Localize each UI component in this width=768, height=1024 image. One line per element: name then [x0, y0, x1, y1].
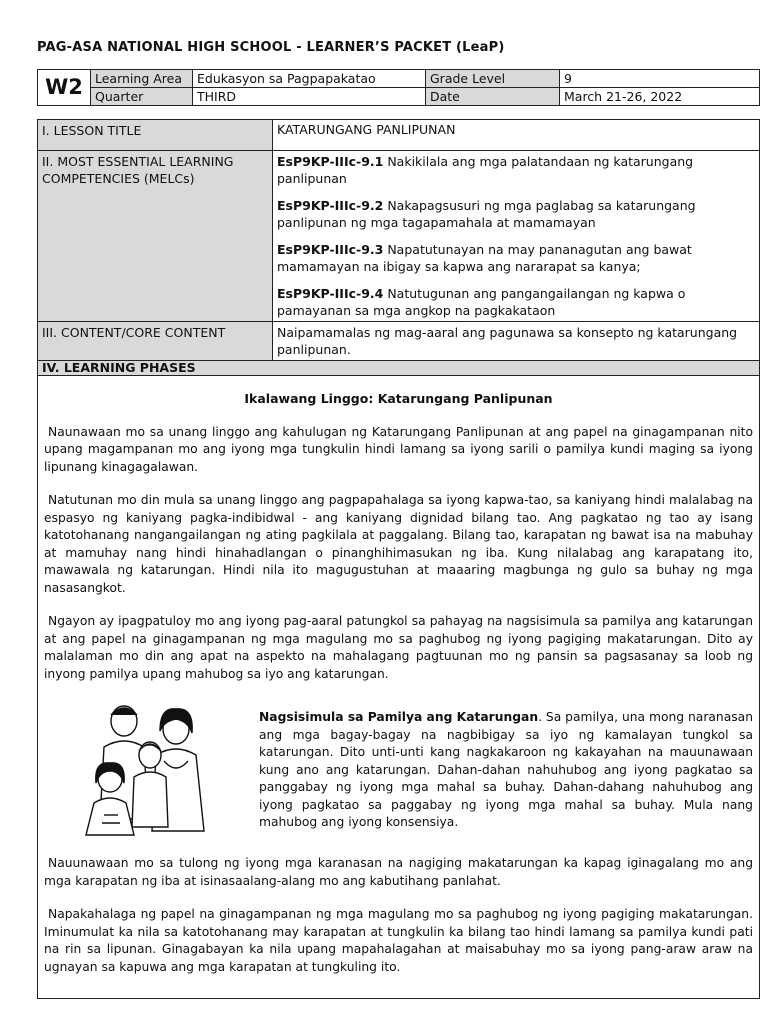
paragraph-4: Nauunawaan mo sa tulong ng iyong mga karanasan na nagiging makatarungan ka kapag iginagalang mo ang mga karapatan ng iba at isinasaalang-alang mo ang kabutihang panlahat.: [44, 856, 753, 888]
school-header-title: PAG-ASA NATIONAL HIGH SCHOOL - LEARNER’S PACKET (LeaP): [37, 40, 505, 55]
melc-item: [277, 241, 755, 275]
paragraph-5: Napakahalaga ng papel na ginagampanan ng mga magulang mo sa paghubog ng iyong pagiging makatarungan. Iminumulat ka nila sa katotohanang may karapatan at tungkulin ka bilang tao hindi lamang sa pamilya kundi pati na rin sa lipunan. Ginagabayan ka nila upang mapahalagahan at maisabuhay mo sa iyong pang-araw araw na ugnayan sa kapuwa ang mga karapatan at tungkuling ito.: [44, 907, 753, 974]
paragraph-3: Ngayon ay ipagpatuloy mo ang iyong pag-aaral patungkol sa pahayag na nagsisimula sa pamilya ang katarungan at ang papel na ginagampanan ng mga magulang mo sa paghubog ng iyong pagiging makatarungan. Dito ay malalaman mo din ang apat na aspekto na mahalagang pagtuunan mo ng pansin sa pagsasanay sa loob ng inyong pamilya upang mahubog sa iyo ang katarungan.: [44, 614, 753, 681]
paragraph-2: Natutunan mo din mula sa unang linggo ang pagpapahalaga sa iyong kapwa-tao, sa kaniyang hindi malalabag na espasyo ng kaniyang pagka-indibidwal - ang kaniyang dignidad bilang tao. Ang pagkatao ng tao ay isang katotohanang nangangailangan ng ating pagkilala at paggalang. Bilang tao, karapatan ng bawat isa na mabuhay at mamuhay nang hindi hinahadlangan o pinanghihimasukan ng iba. Kung nilalabag ang karapatang ito, mawawala ng katarungan. Hindi nila ito magugustuhan at maaaring magbunga ng gulo sa buhay ng mga nasasangkot.: [44, 493, 753, 595]
family-illustration: [64, 699, 239, 839]
melc-code: EsP9KP-IIIc-9.2: [277, 198, 384, 213]
melc-text: Nakapagsusuri ng mga paglabag sa katarungang panlipunan ng mga tagapamahala at mamamayan: [277, 198, 696, 230]
content-label: III. CONTENT/CORE CONTENT: [38, 322, 273, 361]
content-value: Naipamamalas ng mag-aaral ang pagunawa sa konsepto ng katarungang panlipunan.: [273, 322, 760, 361]
learning-phases-header: IV. LEARNING PHASES: [38, 361, 760, 376]
melc-code: EsP9KP-IIIc-9.4: [277, 286, 384, 301]
melc-code: EsP9KP-IIIc-9.1: [277, 154, 384, 169]
date-label: Date: [426, 88, 560, 106]
family-heading: Nagsisimula sa Pamilya ang Katarungan: [259, 710, 539, 724]
learning-area-value: Edukasyon sa Pagpapakatao: [193, 70, 426, 88]
lesson-title-label: I. LESSON TITLE: [38, 120, 273, 151]
learning-area-label: Learning Area: [91, 70, 193, 88]
melc-item: [277, 153, 755, 187]
grade-level-value: 9: [560, 70, 760, 88]
melc-label: II. MOST ESSENTIAL LEARNING COMPETENCIES (MELCs): [38, 151, 273, 322]
section-title: Ikalawang Linggo: Katarungang Panlipunan: [244, 391, 553, 406]
lesson-title-value: KATARUNGANG PANLIPUNAN: [273, 120, 760, 151]
week-label: W2: [38, 70, 91, 106]
melc-text: Napatutunayan na may pananagutan ang bawat mamamayan na ibigay sa kapwa ang nararapat sa kanya;: [277, 242, 692, 274]
melc-item: [277, 197, 755, 231]
family-paragraph: . Sa pamilya, una mong naranasan ang mga bagay-bagay na nagbibigay sa iyo ng kamalayan tungkol sa katarungan. Dito unti-unti kang nagkakaroon ng kakayahan na mauunawaan kung ano ang katarungan. Dahan-dahan nahuhubog ang iyong pagkatao sa panggabay ng iyong mga mahal sa buhay. Dahan-dahang nahuhubog ang iyong pagkatao sa paggabay ng iyong mga mahal sa buhay. Mula nang mahubog ang iyong konsensiya.: [259, 710, 753, 829]
paragraph-1: Naunawaan mo sa unang linggo ang kahulugan ng Katarungang Panlipunan at ang papel na ginagampanan nito upang magampanan mo ang iyong mga tungkulin hindi lamang sa iyong sarili o pamilya kundi maging sa iyong lipunang kinagagalawan.: [44, 424, 753, 474]
quarter-value: THIRD: [193, 88, 426, 106]
melc-code: EsP9KP-IIIc-9.3: [277, 242, 384, 257]
quarter-label: Quarter: [91, 88, 193, 106]
family-section: [44, 699, 753, 839]
melc-text: Nakikilala ang mga palatandaan ng katarungang panlipunan: [277, 154, 694, 186]
lesson-table: [37, 119, 760, 999]
melc-text: Natutugunan ang pangangailangan ng kapwa o pamayanan sa mga angkop na pagkakataon: [277, 286, 686, 318]
family-text: [259, 699, 753, 839]
melc-list: [273, 151, 760, 322]
date-value: March 21-26, 2022: [560, 88, 760, 106]
info-table: [37, 69, 760, 106]
melc-item: [277, 285, 755, 319]
grade-level-label: Grade Level: [426, 70, 560, 88]
learning-phases-body: [38, 376, 760, 999]
